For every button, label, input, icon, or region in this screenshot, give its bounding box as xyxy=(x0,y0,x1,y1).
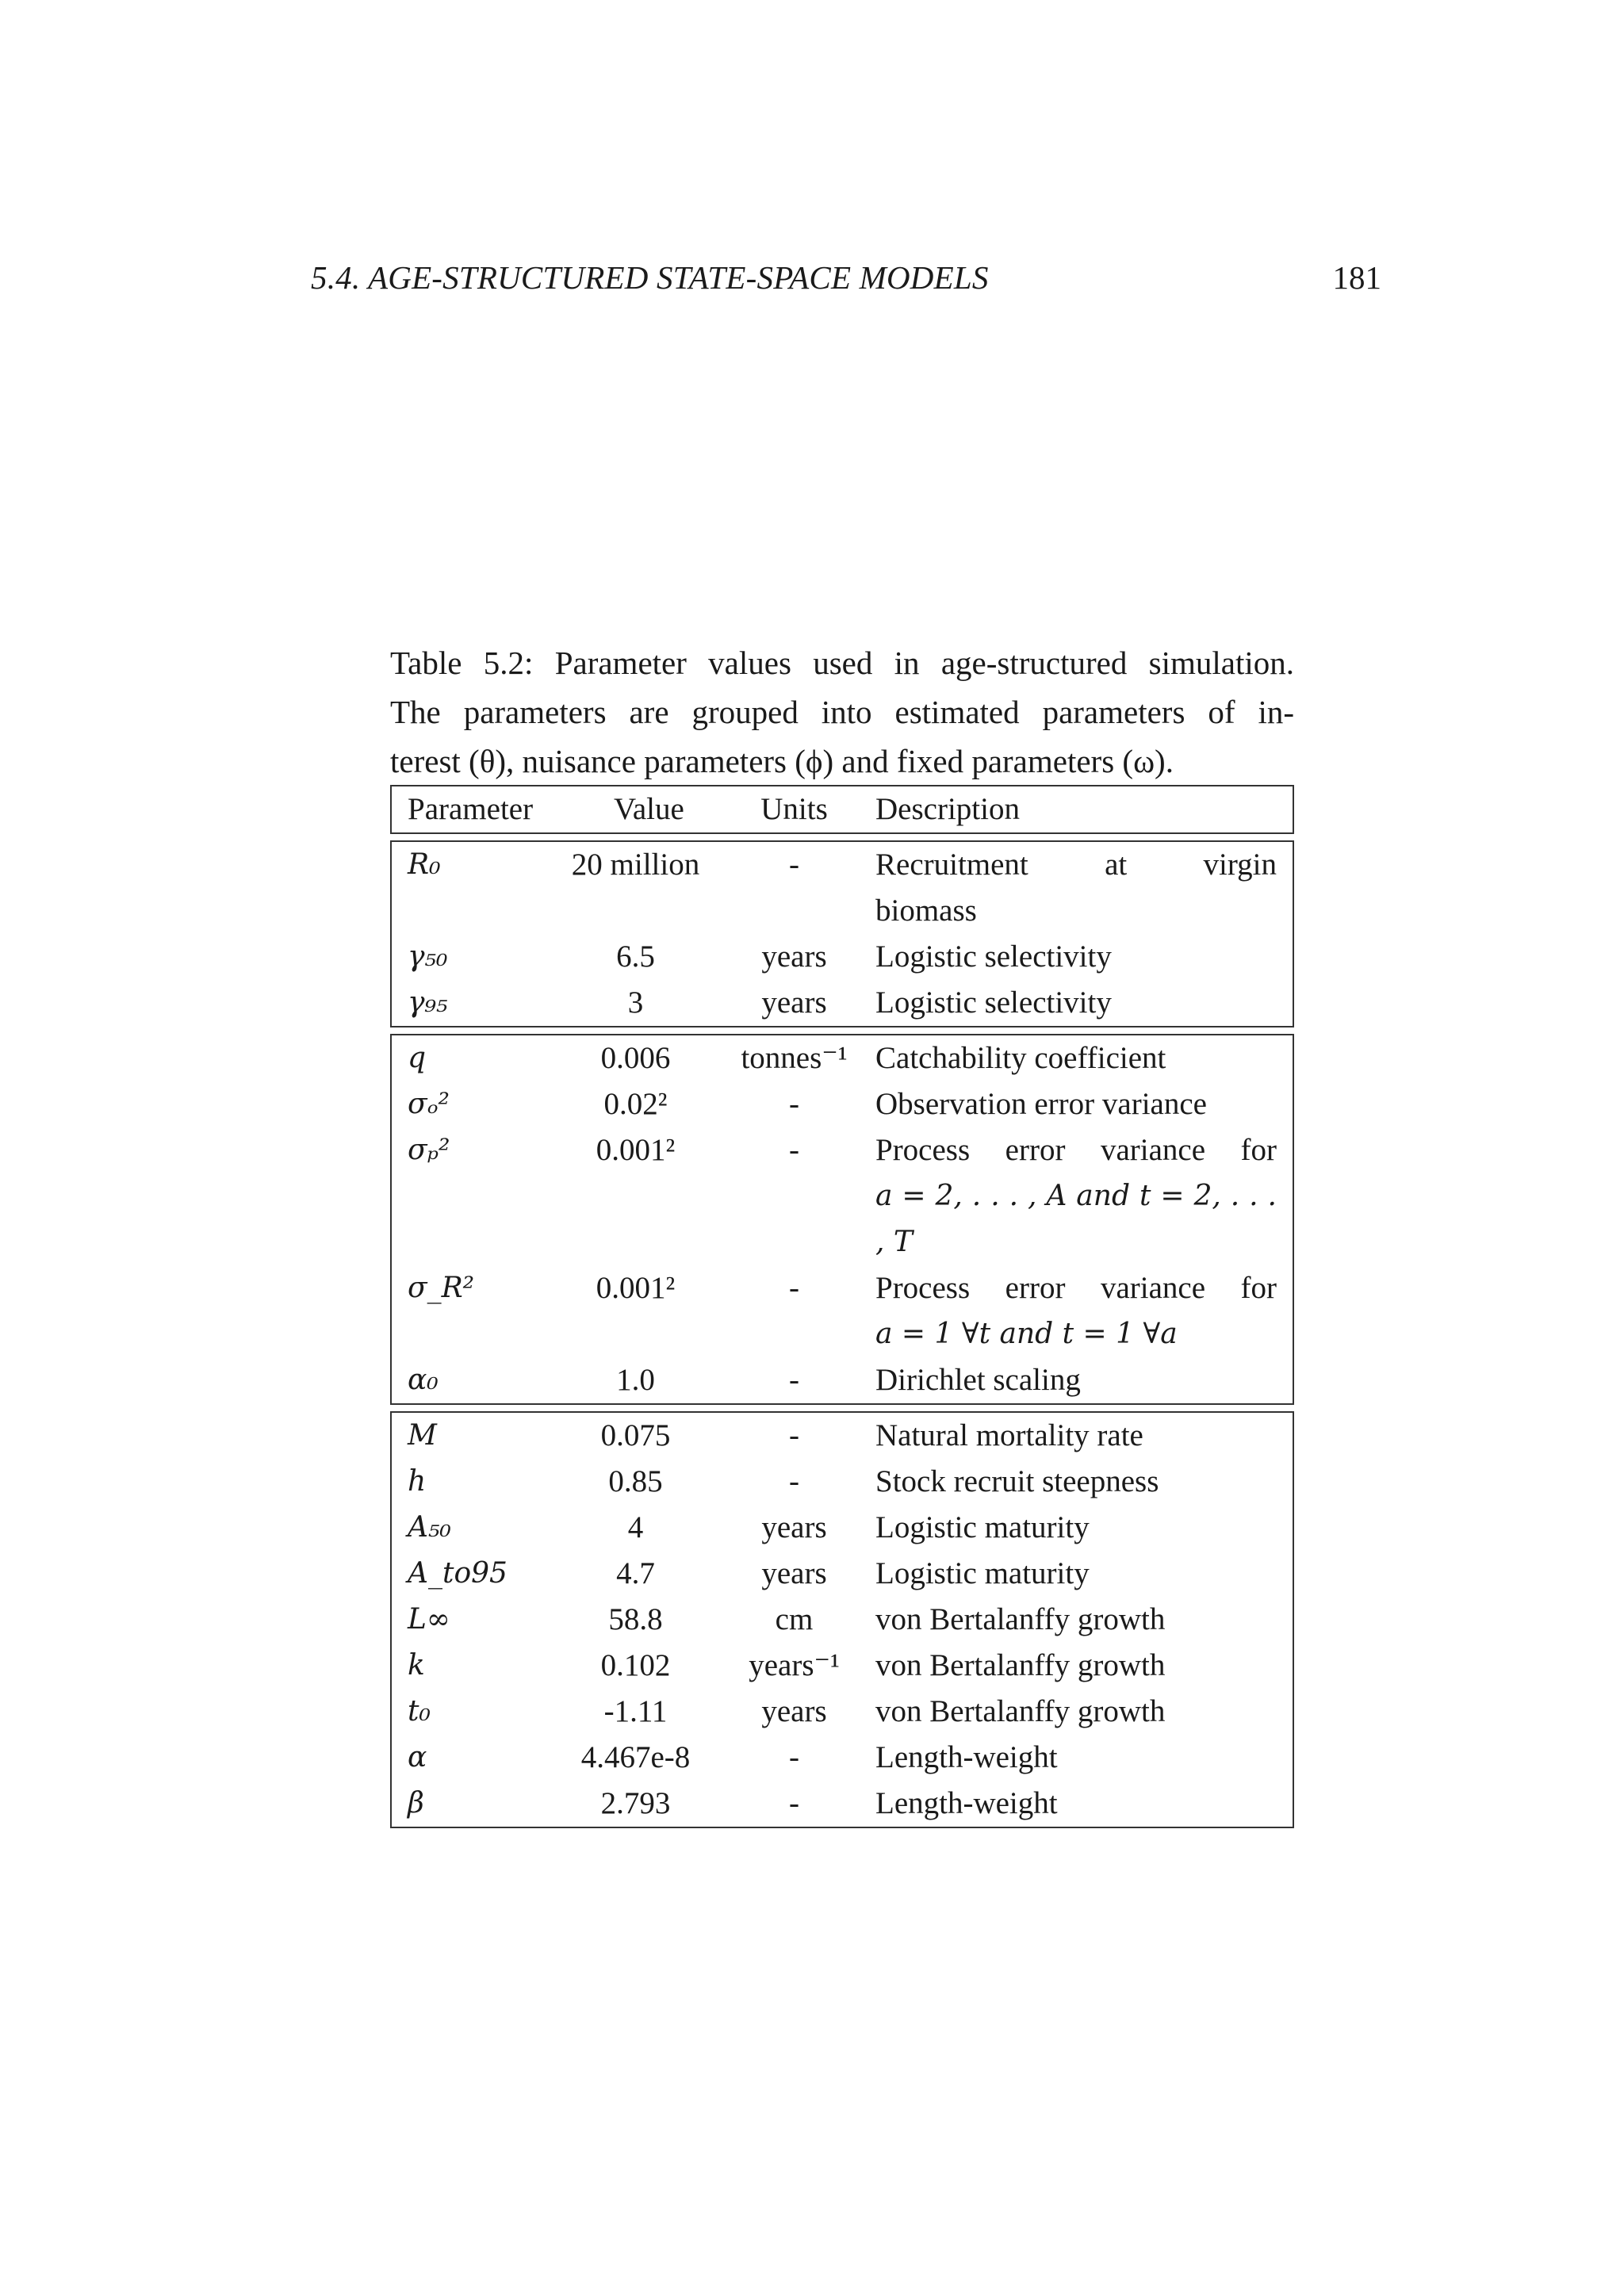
table-body xyxy=(390,840,1294,1828)
table-row xyxy=(392,1735,1293,1781)
cell-units: years xyxy=(761,1556,827,1590)
table-row xyxy=(392,1643,1293,1689)
cell-description: biomass xyxy=(875,894,977,928)
cell-parameter xyxy=(392,888,550,934)
cell-units: - xyxy=(789,1740,799,1774)
table-row xyxy=(392,1551,1293,1597)
table-row xyxy=(392,1505,1293,1551)
table-row-continuation xyxy=(392,888,1293,934)
cell-parameter: A_to95 xyxy=(408,1557,508,1590)
cell-value xyxy=(550,1311,721,1357)
cell-description: Length-weight xyxy=(875,1786,1058,1820)
table-group-fixed xyxy=(390,1411,1294,1828)
column-header-units: Units xyxy=(760,792,828,826)
cell-value xyxy=(550,888,721,934)
page-number: 181 xyxy=(1332,259,1381,296)
table-group-estimated xyxy=(390,840,1294,1027)
cell-description: Logistic maturity xyxy=(875,1556,1090,1590)
cell-units: - xyxy=(789,1464,799,1498)
cell-description: a = 2, . . . , A and t = 2, . . . , T xyxy=(875,1180,1277,1258)
cell-value: 4 xyxy=(627,1510,644,1544)
cell-units: - xyxy=(789,848,799,882)
table-row xyxy=(392,1597,1293,1643)
cell-parameter xyxy=(392,1311,550,1357)
cell-description: Catchability coefficient xyxy=(875,1041,1166,1075)
cell-parameter: t₀ xyxy=(408,1695,431,1728)
column-header-parameter: Parameter xyxy=(408,792,534,826)
cell-description: Natural mortality rate xyxy=(875,1418,1143,1452)
cell-value: 0.102 xyxy=(600,1648,671,1682)
cell-value xyxy=(550,1173,721,1265)
caption-line-3: terest (θ), nuisance parameters (ϕ) and fixed parameters (ω). xyxy=(390,743,1174,779)
cell-description: Stock recruit steepness xyxy=(875,1464,1159,1498)
table-row-continuation xyxy=(392,1173,1293,1265)
cell-units xyxy=(721,1173,868,1265)
cell-units: - xyxy=(789,1271,799,1305)
cell-value: 4.7 xyxy=(616,1556,655,1590)
column-header-description: Description xyxy=(875,792,1020,826)
cell-parameter: γ₅₀ xyxy=(408,940,448,973)
cell-description: von Bertalanffy growth xyxy=(875,1694,1166,1728)
cell-units: years xyxy=(761,939,827,974)
cell-units: - xyxy=(789,1786,799,1820)
cell-parameter: α xyxy=(408,1741,427,1774)
table-row xyxy=(392,1357,1293,1403)
table-row xyxy=(392,842,1293,888)
cell-units: - xyxy=(789,1363,799,1397)
cell-value: 6.5 xyxy=(616,939,655,974)
table-row xyxy=(392,934,1293,980)
table-row xyxy=(392,1689,1293,1735)
cell-parameter: M xyxy=(408,1419,437,1452)
cell-units: - xyxy=(789,1087,799,1121)
table-row xyxy=(392,1413,1293,1459)
cell-parameter: h xyxy=(408,1465,427,1498)
caption-line-1: Table 5.2: Parameter values used in age-structured simulation. xyxy=(390,645,1294,681)
table-row-continuation xyxy=(392,1311,1293,1357)
cell-value: 0.85 xyxy=(608,1464,663,1498)
caption-line-2: The parameters are grouped into estimated parameters of in- xyxy=(390,694,1294,730)
cell-units: years⁻¹ xyxy=(749,1648,840,1682)
cell-parameter: σ_R² xyxy=(408,1272,475,1304)
running-header xyxy=(311,258,1381,306)
cell-parameter: α₀ xyxy=(408,1364,439,1396)
cell-units: - xyxy=(789,1418,799,1452)
cell-value: 58.8 xyxy=(608,1602,663,1636)
cell-value: 20 million xyxy=(571,848,700,882)
cell-value: 2.793 xyxy=(600,1786,671,1820)
cell-value: 0.075 xyxy=(600,1418,671,1452)
cell-value: -1.11 xyxy=(603,1694,668,1728)
table-row xyxy=(392,1459,1293,1505)
cell-parameter: γ₉₅ xyxy=(408,986,448,1019)
cell-units: years xyxy=(761,1510,827,1544)
cell-description: Recruitment at virgin xyxy=(875,848,1277,882)
table-group-nuisance xyxy=(390,1034,1294,1405)
table-row xyxy=(392,1127,1293,1173)
cell-description: Dirichlet scaling xyxy=(875,1363,1081,1397)
cell-parameter: β xyxy=(408,1787,424,1820)
cell-value: 0.001² xyxy=(596,1133,676,1167)
cell-parameter: σₒ² xyxy=(408,1088,450,1120)
cell-parameter xyxy=(392,1173,550,1265)
cell-parameter: k xyxy=(408,1649,425,1682)
cell-value: 4.467e-8 xyxy=(580,1740,691,1774)
column-header-value: Value xyxy=(614,792,684,826)
cell-parameter: L∞ xyxy=(408,1603,450,1636)
table-row xyxy=(392,1781,1293,1827)
cell-value: 1.0 xyxy=(616,1363,655,1397)
cell-units: cm xyxy=(775,1602,814,1636)
cell-value: 3 xyxy=(627,985,644,1020)
cell-units xyxy=(721,888,868,934)
cell-parameter: A₅₀ xyxy=(408,1511,451,1544)
cell-parameter: q xyxy=(408,1042,427,1074)
cell-description: Length-weight xyxy=(875,1740,1058,1774)
cell-description: von Bertalanffy growth xyxy=(875,1602,1166,1636)
table-header-row xyxy=(392,786,1293,832)
cell-description: Observation error variance xyxy=(875,1087,1207,1121)
cell-description: Process error variance for xyxy=(875,1133,1277,1167)
cell-parameter: σₚ² xyxy=(408,1134,450,1166)
cell-description: Process error variance for xyxy=(875,1271,1277,1305)
cell-description: a = 1 ∀t and t = 1 ∀a xyxy=(875,1318,1178,1350)
cell-units: tonnes⁻¹ xyxy=(741,1041,848,1075)
table-caption xyxy=(390,638,1294,786)
cell-units: years xyxy=(761,1694,827,1728)
cell-description: Logistic selectivity xyxy=(875,939,1112,974)
cell-value: 0.001² xyxy=(596,1271,676,1305)
cell-units: - xyxy=(789,1133,799,1167)
cell-value: 0.02² xyxy=(603,1087,668,1121)
cell-units xyxy=(721,1311,868,1357)
table-header-block xyxy=(390,785,1294,834)
cell-description: von Bertalanffy growth xyxy=(875,1648,1166,1682)
cell-units: years xyxy=(761,985,827,1020)
table-row xyxy=(392,1081,1293,1127)
cell-parameter: R₀ xyxy=(408,848,441,881)
cell-description: Logistic maturity xyxy=(875,1510,1090,1544)
table-row xyxy=(392,980,1293,1026)
running-title: 5.4. AGE-STRUCTURED STATE-SPACE MODELS xyxy=(311,259,989,296)
table-row xyxy=(392,1265,1293,1311)
table-row xyxy=(392,1035,1293,1081)
cell-value: 0.006 xyxy=(600,1041,671,1075)
parameter-table xyxy=(390,785,1294,1835)
cell-description: Logistic selectivity xyxy=(875,985,1112,1020)
